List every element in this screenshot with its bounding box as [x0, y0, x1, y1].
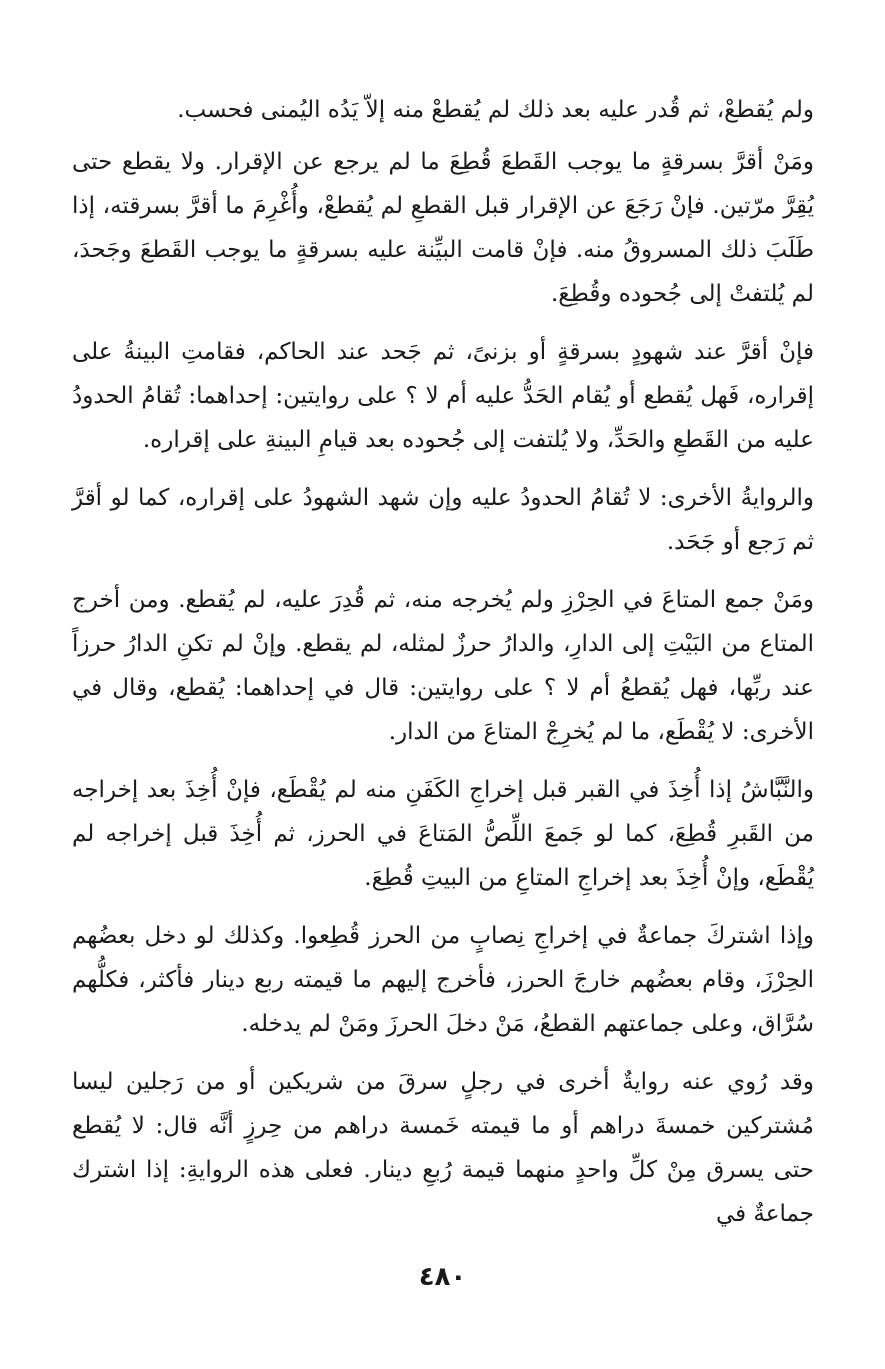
paragraph-3: فإنْ أقرَّ عند شهودٍ بسرقةٍ أو بزنىً، ثم جَحد عند الحاكم، فقامتِ البينةُ على إقراره، فَهل يُقطع أو يُقام الحَدُّ عليه أم لا ؟ على روايتين: إحداهما: تُقامُ الحدودُ عليه من القَطعِ والحَدِّ، ولا يُلتفت إلى جُحوده بعد قيامِ البينةِ على إقراره. [72, 339, 814, 453]
paragraph-8: وقد رُوي عنه روايةٌ أخرى في رجلٍ سرقَ من شريكين أو من رَجلين ليسا مُشتركين خمسةَ دراهم أو ما قيمته خَمسة دراهم من حِرزٍ أنَّه قال: لا يُقطع حتى يسرق مِنْ كلِّ واحدٍ منهما قيمة رُبعِ دينار. فعلى هذه الروايةِ: إذا اشترك جماعةٌ في [72, 1069, 814, 1227]
page-number: ٤٨٠ [418, 1262, 467, 1292]
paragraph-6: والنَّبَّاشُ إذا أُخِذَ في القبر قبل إخراجِ الكَفَنِ منه لم يُقْطَع، فإنْ أُخِذَ بعد إخراجه من القَبرِ قُطِعَ، كما لو جَمعَ اللِّصُّ المَتاعَ في الحرز، ثم أُخِذَ قبل إخراجه لم يُقْطَع، وإنْ أُخِذَ بعد إخراجِ المتاعِ من البيتِ قُطِعَ. [72, 777, 814, 891]
paragraph-4: والروايةُ الأخرى: لا تُقامُ الحدودُ عليه وإن شهد الشهودُ على إقراره، كما لو أقرَّ ثم رَجع أو جَحَد. [72, 485, 814, 555]
page-body [72, 88, 814, 1250]
paragraph-1: ولم يُقطعْ، ثم قُدر عليه بعد ذلك لم يُقطعْ منه إلاّ يَدُه اليُمنى فحسب. [177, 97, 814, 123]
paragraph-7: وإذا اشتركَ جماعةٌ في إخراجِ نِصابٍ من الحرز قُطِعوا. وكذلك لو دخل بعضُهم الحِرْزَ، وقام بعضُهم خارجَ الحرز، فأخرج إليهم ما قيمته ربع دينار فأكثر، فكلُّهم سُرَّاق، وعلى جماعتهم القطعُ، مَنْ دخلَ الحرزَ ومَنْ لم يدخله. [72, 923, 814, 1037]
paragraph-5: ومَنْ جمع المتاعَ في الحِرْزِ ولم يُخرجه منه، ثم قُدِرَ عليه، لم يُقطع. ومن أخرج المتاع من البَيْتِ إلى الدارِ، والدارُ حرزٌ لمثله، لم يقطع. وإنْ لم تكنِ الدارُ حرزاً عند ربِّها، فهل يُقطعُ أم لا ؟ على روايتين: قال في إحداهما: يُقطع، وقال في الأخرى: لا يُقْطَع، ما لم يُخرِجْ المتاعَ من الدار. [72, 587, 814, 745]
paragraph-2: ومَنْ أقرَّ بسرقةٍ ما يوجب القَطعَ قُطِعَ ما لم يرجع عن الإقرار. ولا يقطع حتى يُقِرَّ مرّتين. فإنْ رَجَعَ عن الإقرار قبل القطعِ لم يُقطعْ، وأُغْرِمَ ما أقرَّ بسرقته، إذا طَلَبَ ذلك المسروقُ منه. فإنْ قامت البيِّنة عليه بسرقةٍ ما يوجب القَطعَ وجَحدَ، لم يُلتفتْ إلى جُحوده وقُطِعَ. [72, 149, 814, 307]
